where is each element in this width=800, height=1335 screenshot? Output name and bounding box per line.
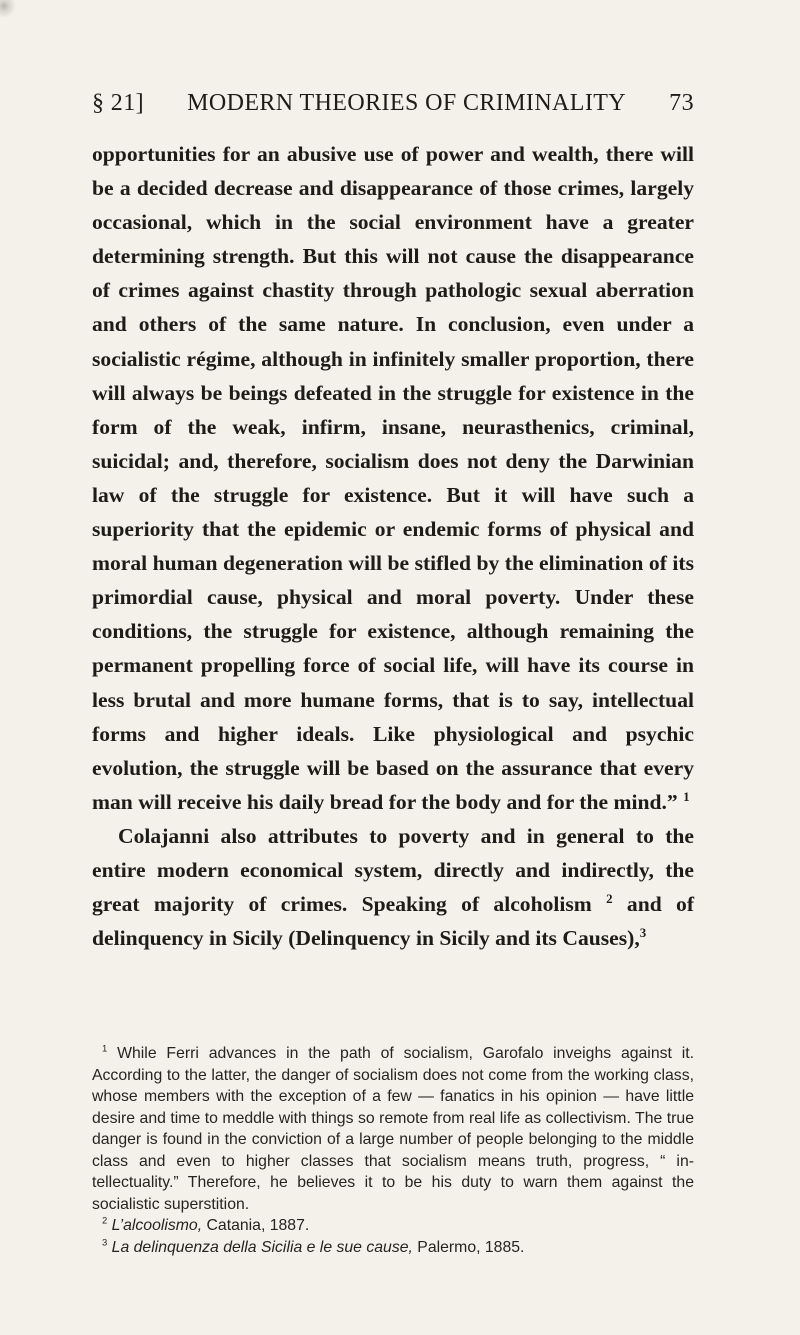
footnote-3-mark: 3 (102, 1237, 108, 1249)
footnote-3-text: Palermo, 1885. (412, 1238, 525, 1256)
paragraph-2-text-a: Colajanni also attributes to poverty and in general to the entire modern economical system, directly and indirectly, the great majority of crimes. Speaking of alcoholism (92, 823, 694, 917)
running-header (92, 90, 694, 117)
footnote-1-text: While Ferri advances in the path of socialism, Garofalo inveighs against it. According to the latter, the danger of socialism does not come from the working class, whose members with the exception of a few — fanatics in his opinion — have little desire and time to meddle with things so remote from real life as collectivism. The true danger is found in the conviction of a large number of people belonging to the middle class and even to higher classes that socialism means truth, progress, “ intellectuality.” Therefore, he believes it to be his duty to warn them against the socialistic superstition. (92, 1045, 694, 1213)
paragraph-1 (92, 137, 694, 819)
page-smudge (0, 0, 16, 22)
paragraph-2-text-b: and of delinquency in Sicily (Delinquency in Sicily and its Causes), (92, 892, 695, 951)
page-number: 73 (669, 90, 694, 116)
running-title: MODERN THEORIES OF CRIMINALITY (187, 90, 627, 116)
footnote-2-title: L’alcoolismo, (111, 1217, 203, 1234)
footnote-ref-2: 2 (606, 890, 613, 906)
footnote-1 (92, 1043, 694, 1215)
footnotes (92, 1043, 694, 1258)
footnote-ref-1: 1 (683, 788, 690, 804)
footnote-1-mark: 1 (102, 1043, 108, 1055)
footnote-ref-3: 3 (639, 924, 647, 940)
footnote-2-mark: 2 (102, 1215, 108, 1227)
paragraph-1-text: opportunities for an abusive use of power and wealth, there will be a decided decrease and disappearance of those crimes, largely occasional, which in the social environment have a greater determining strength. But this will not cause the disappearance of crimes against chastity through pathologic sexual aberration and others of the same nature. In conclusion, even under a socialistic régime, although in infinitely smaller proportion, there will always be beings defeated in the struggle for existence in the form of the weak, infirm, insane, neurasthenics, criminal, suicidal; and, therefore, socialism does not deny the Darwinian law of the struggle for existence. But it will have such a superiority that the epidemic or endemic forms of physical and moral human degeneration will be stifled by the elimination of its primordial cause, physical and moral poverty. Under these conditions, the struggle for existence, although remaining the permanent propelling force of social life, will have its course in less brutal and more humane forms, that is to say, intellectual forms and higher ideals. Like physiological and psychic evolution, the struggle will be based on the assurance that every man will receive his daily bread for the body and for the mind.” (92, 142, 694, 814)
footnote-2 (92, 1215, 694, 1237)
footnote-2-text: Catania, 1887. (202, 1217, 310, 1234)
footnote-3 (92, 1237, 694, 1259)
footnote-3-title: La delinquenza della Sicilia e le sue cause, (111, 1238, 413, 1256)
paragraph-2 (92, 819, 694, 955)
section-number: § 21] (92, 90, 144, 116)
body-text (92, 137, 694, 955)
